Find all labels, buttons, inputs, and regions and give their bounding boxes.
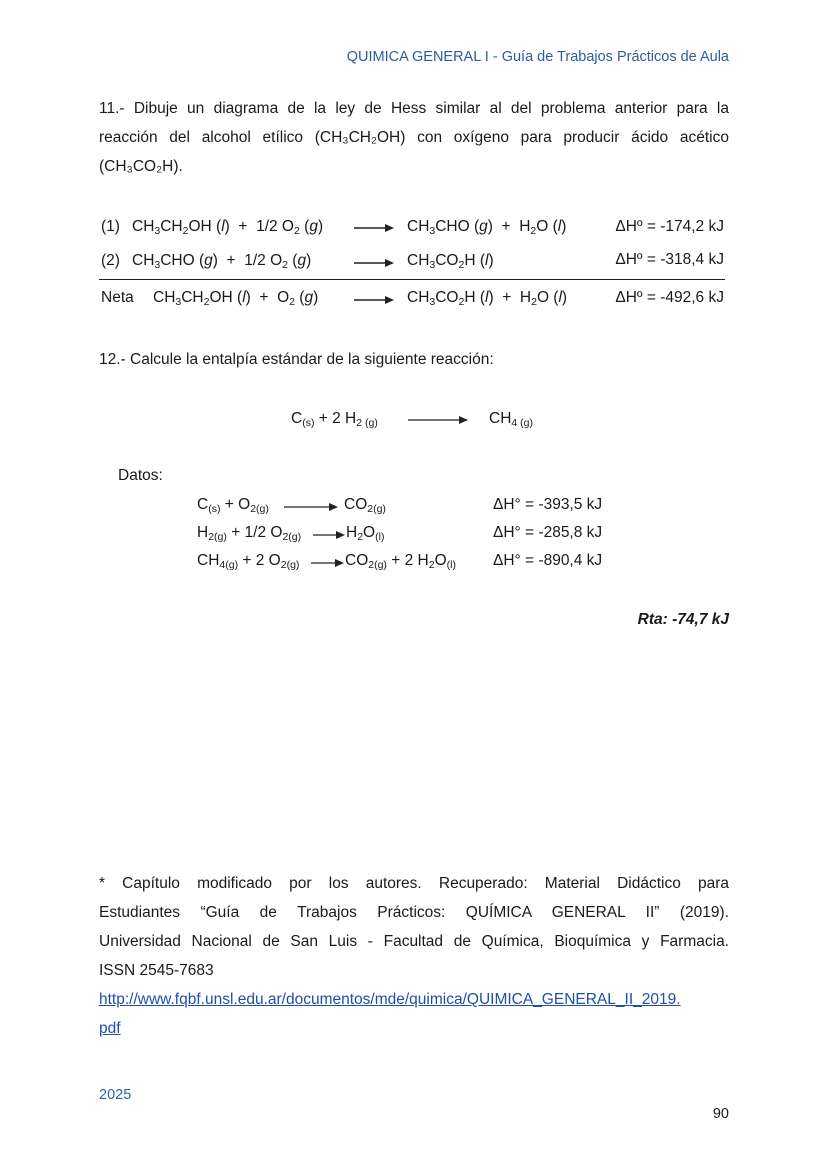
footnote-line-4: ISSN 2545-7683: [99, 962, 214, 979]
reaction-net-label: Neta: [101, 289, 134, 306]
reference-link-line-2[interactable]: pdf: [99, 1020, 121, 1037]
problem-11-line-1: 11.- Dibuje un diagrama de la ley de Hess similar al del problema anterior para la: [99, 100, 729, 117]
reaction-2-reactants: $CH_3CHO$ (g) + 1/2 $O_2$ (g): [132, 252, 312, 271]
reaction-net-products: $CH_3CO_2H$ $(l) + H_2O$ (l): [407, 289, 568, 308]
reaction-1-arrow-icon: [354, 222, 394, 234]
reaction-net-enthalpy: ΔHº = -492,6 kJ: [615, 289, 724, 306]
problem-12-statement: 12.- Calcule la entalpía estándar de la siguiente reacción:: [99, 351, 494, 368]
data-reaction-2-arrow-icon: [313, 529, 345, 541]
reaction-2-enthalpy: ΔHº = -318,4 kJ: [615, 251, 724, 268]
reaction-1-reactants: $CH_3CH_2OH$ (l) + 1/2 $O_2$ (g): [132, 218, 324, 237]
problem-11-line-3: (CH₃CO₂H).: [99, 158, 183, 175]
page-number: 90: [712, 1106, 729, 1122]
data-reaction-2-product: $H_2O_{(l)}$: [346, 524, 385, 543]
reaction-net-reactants: $CH_3CH_2OH$ $(l) + O_2$ (g): [153, 289, 319, 308]
data-reaction-1-reactants: $C_{(s)} + O_{2(g)}$: [197, 496, 269, 515]
reaction-2-arrow-icon: [354, 257, 394, 269]
reaction-1-products: $CH_3CHO$ $(g) + H_2O$ (l): [407, 218, 567, 237]
footnote-line-3: Universidad Nacional de San Luis - Facultad de Química, Bioquímica y Farmacia.: [99, 933, 729, 950]
data-reaction-3-arrow-icon: [311, 557, 344, 569]
data-reaction-1-enthalpy: ΔH° = -393,5 kJ: [493, 496, 603, 513]
data-reaction-3-products: $CO_{2(g)} + 2$ $H_2O_{(l)}$: [345, 552, 456, 571]
data-reaction-1-product: $CO_{2(g)}$: [344, 496, 386, 515]
footer-year: 2025: [99, 1087, 132, 1103]
data-reaction-3-enthalpy: ΔH° = -890,4 kJ: [493, 552, 603, 569]
datos-label: Datos:: [118, 467, 163, 484]
data-reaction-1-arrow-icon: [284, 501, 338, 513]
data-reaction-2-reactants: $H_{2(g)} + 1/2$ $O_{2(g)}$: [197, 524, 302, 543]
reaction-1-label: (1): [101, 218, 120, 235]
data-reaction-3-reactants: $CH_{4(g)} + 2$ $O_{2(g)}$: [197, 552, 300, 571]
reaction-2-products: $CH_3CO_2H$ (l): [407, 252, 494, 271]
footnote: [99, 869, 729, 1043]
target-reaction-arrow-icon: [408, 414, 468, 426]
footnote-line-2: Estudiantes “Guía de Trabajos Prácticos: QUÍMICA GENERAL II” (2019).: [99, 904, 729, 921]
problem-11-statement: [99, 94, 729, 181]
reaction-1-enthalpy: ΔHº = -174,2 kJ: [615, 218, 724, 235]
target-reaction-product: $CH_{4 (g)}$: [489, 410, 533, 429]
data-reaction-2-enthalpy: ΔH° = -285,8 kJ: [493, 524, 603, 541]
answer: Rta: -74,7 kJ: [637, 611, 729, 628]
reaction-2-label: (2): [101, 252, 120, 269]
sum-rule: [99, 279, 725, 280]
problem-11-line-2: reacción del alcohol etílico (CH₃CH₂OH) con oxígeno para producir ácido acético: [99, 129, 729, 146]
running-header: QUIMICA GENERAL I - Guía de Trabajos Prácticos de Aula: [346, 49, 729, 65]
target-reaction-reactants: $C_{(s)} + 2$ $H_{2 (g)}$: [291, 410, 378, 429]
reaction-net-arrow-icon: [354, 294, 394, 306]
footnote-line-1: * Capítulo modificado por los autores. Recuperado: Material Didáctico para: [99, 875, 729, 892]
reference-link-line-1[interactable]: http://www.fqbf.unsl.edu.ar/documentos/mde/quimica/QUIMICA_GENERAL_II_2019.: [99, 991, 681, 1008]
